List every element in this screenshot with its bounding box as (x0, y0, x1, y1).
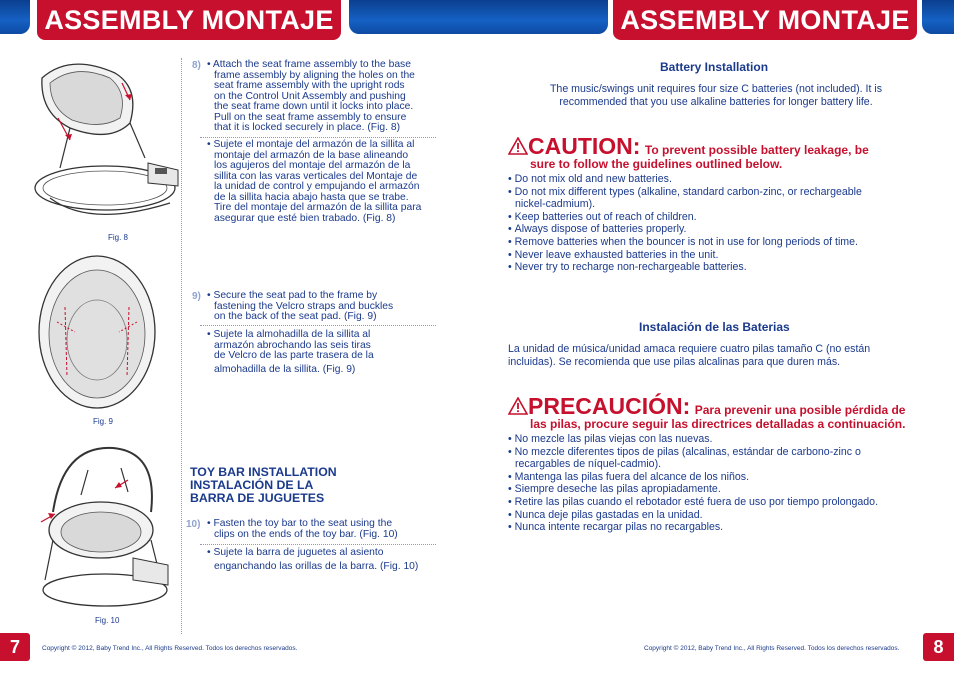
step-8-es-line: montaje del armazón de la base alineando (214, 149, 409, 161)
copyright-left: Copyright © 2012, Baby Trend Inc., All Rights Reserved. Todos los derechos reservados. (42, 645, 298, 652)
warning-triangle-icon (508, 397, 528, 415)
step-9-number: 9) (192, 291, 201, 302)
list-item: • Nunca intente recargar pilas no recargables. (508, 521, 928, 534)
step-8-en-line: Pull on the seat frame assembly to ensure (214, 111, 407, 123)
fig9-illustration (35, 252, 160, 412)
copyright-right: Copyright © 2012, Baby Trend Inc., All Rights Reserved. Todos los derechos reservados. (644, 645, 900, 652)
step-8-en-line: that it is locked securely in place. (Fig. 8) (214, 122, 400, 133)
list-item: nickel-cadmium). (515, 198, 596, 211)
step-9-divider (200, 325, 436, 326)
step-9-english (207, 291, 442, 323)
battery-intro-en-line: recommended that you use alkaline batteries for longer battery life. (559, 95, 873, 108)
fig8-caption: Fig. 8 (108, 233, 129, 242)
page-number-left: 7 (0, 633, 30, 661)
list-item: • Do not mix different types (alkaline, standard carbon-zinc, or rechargeable (508, 186, 928, 199)
list-item: • Mantenga las pilas fuera del alcance de los niños. (508, 471, 928, 484)
list-item: • Remove batteries when the bouncer is not in use for long periods of time. (508, 236, 928, 249)
step-9-en-line: fastening the Velcro straps and buckles (214, 300, 394, 312)
step-8-es-line: los agujeros del montaje del armazón de la (214, 160, 411, 171)
step-8-es-line: sillita con las varas verticales del Montaje de (214, 170, 418, 182)
step-8-es-line: Tire del montaje del armazón de la sillita para (214, 202, 422, 213)
battery-intro-english (506, 83, 926, 108)
battery-intro-spanish (508, 343, 928, 368)
list-item: • Nunca deje pilas gastadas en la unidad. (508, 509, 928, 522)
list-item: • Never try to recharge non-rechargeable batteries. (508, 261, 928, 274)
step-8-es-line: la unidad de control y empujando el armazón (214, 181, 420, 192)
column-divider (181, 58, 182, 634)
toy-bar-heading-line: BARRA DE JUGUETES (190, 491, 325, 505)
step-9-en-line: • Secure the seat pad to the frame by (207, 290, 378, 301)
step-8-es-line: • Sujete el montaje del armazón de la sillita al (207, 139, 415, 150)
page-title-left: ASSEMBLY MONTAJE (37, 0, 341, 40)
step-9-es-line: de Velcro de las parte trasera de la (214, 350, 374, 361)
step-10-es-line: • Sujete la barra de juguetes al asiento (207, 547, 384, 558)
step-10-english (207, 519, 442, 540)
list-item: • Never leave exhausted batteries in the unit. (508, 249, 928, 262)
caution-block (508, 133, 928, 171)
header-strip-left-edge (0, 0, 30, 34)
battery-installation-heading: Battery Installation (660, 60, 769, 74)
toy-bar-heading (190, 466, 337, 505)
toy-bar-heading-line: TOY BAR INSTALLATION (190, 465, 337, 479)
step-8-es-line: asegurar que esté bien trabado. (Fig. 8) (214, 212, 396, 224)
list-item: • Always dispose of batteries properly. (508, 223, 928, 236)
step-8-en-line: the seat frame down until it locks into place. (214, 101, 414, 112)
step-8-es-line: de la sillita hacia abajo hasta que se trabe. (214, 191, 409, 203)
list-item: • Retire las pilas cuando el rebotador esté fuera de uso por tiempo prolongado. (508, 496, 928, 509)
step-10-en-line: • Fasten the toy bar to the seat using the (207, 518, 393, 529)
step-9-es-line: almohadilla de la sillita. (Fig. 9) (214, 363, 356, 375)
header-strip-right-edge (922, 0, 954, 34)
precaucion-text-line1: Para prevenir una posible pérdida de (694, 403, 906, 417)
list-item: • No mezcle diferentes tipos de pilas (alcalinas, estándar de carbono-zinc o (508, 446, 928, 459)
precaucion-word: PRECAUCIÓN: (528, 393, 691, 419)
battery-guidelines-spanish (508, 433, 928, 534)
step-9-es-line: armazón abrochando las seis tiras (214, 339, 371, 351)
caution-word: CAUTION: (528, 133, 641, 159)
step-8-divider (200, 137, 436, 138)
page-number-right: 8 (923, 633, 954, 661)
step-8-en-line: frame assembly by aligning the holes on the (214, 69, 415, 81)
step-10-spanish (207, 548, 445, 572)
step-10-es-line: enganchando las orillas de la barra. (Fig. 10) (214, 560, 419, 572)
step-8-english (207, 60, 442, 134)
toy-bar-heading-line: INSTALACIÓN DE LA (190, 478, 314, 492)
battery-intro-es-line: incluidas). Se recomienda que use pilas alcalinas para que duren más. (508, 355, 841, 368)
caution-text-line2: sure to follow the guidelines outlined below. (530, 157, 783, 171)
list-item: • No mezcle las pilas viejas con las nuevas. (508, 433, 928, 446)
step-10-divider (200, 544, 436, 545)
step-8-en-line: seat frame assembly with the upright rods (214, 80, 405, 91)
fig9-caption: Fig. 9 (93, 417, 114, 426)
step-8-en-line: on the Control Unit Assembly and pushing (214, 90, 406, 102)
list-item: recargables de níquel-cadmio). (515, 458, 662, 471)
caution-text-line1: To prevent possible battery leakage, be (644, 143, 869, 157)
fig8-illustration (30, 58, 180, 230)
step-8-en-line: • Attach the seat frame assembly to the base (207, 59, 411, 70)
battery-intro-es-line: La unidad de música/unidad amaca requiere cuatro pilas tamaño C (no están (508, 343, 871, 355)
step-8-number: 8) (192, 60, 201, 71)
header-strip-center (349, 0, 608, 34)
page-title-right: ASSEMBLY MONTAJE (613, 0, 917, 40)
step-9-es-line: • Sujete la almohadilla de la sillita al (207, 329, 371, 340)
precaucion-text-line2: las pilas, procure seguir las directrices detalladas a continuación. (530, 417, 906, 431)
list-item: • Siempre deseche las pilas apropiadamente. (508, 483, 928, 496)
step-8-spanish (207, 140, 445, 224)
list-item: • Do not mix old and new batteries. (508, 173, 928, 186)
battery-intro-en-line: The music/swings unit requires four size C batteries (not included). It is (549, 83, 883, 95)
battery-installation-heading-es: Instalación de las Baterias (639, 320, 790, 334)
fig10-caption: Fig. 10 (95, 616, 120, 625)
fig10-illustration (33, 440, 178, 612)
battery-guidelines-english (508, 173, 928, 274)
warning-triangle-icon (508, 137, 528, 155)
step-9-en-line: on the back of the seat pad. (Fig. 9) (214, 311, 377, 322)
precaucion-block (508, 393, 938, 431)
step-9-spanish (207, 330, 442, 375)
step-10-number: 10) (186, 519, 201, 530)
list-item: • Keep batteries out of reach of children. (508, 211, 928, 224)
step-10-en-line: clips on the ends of the toy bar. (Fig. 10) (214, 528, 398, 540)
